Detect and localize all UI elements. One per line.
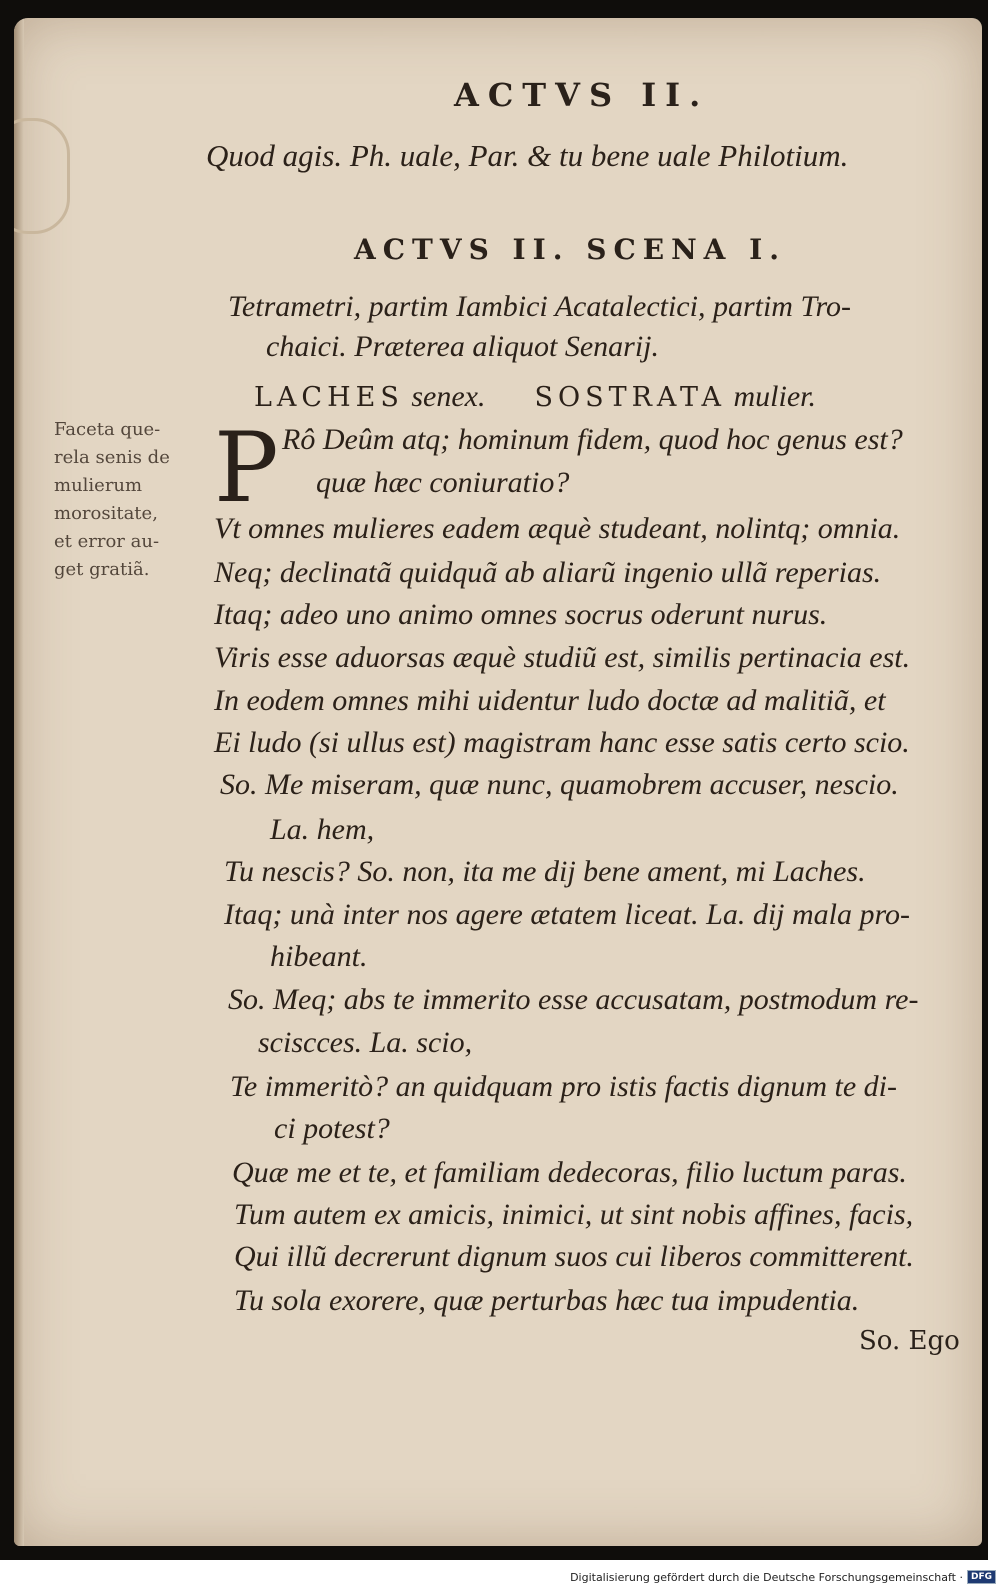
text-line-12: Itaq; unà inter nos agere ætatem liceat. La. dij mala pro- bbox=[224, 898, 911, 931]
text-line-8: Ei ludo (si ullus est) magistram hanc esse satis certo scio. bbox=[214, 726, 910, 759]
text-line-9: So. Me miseram, quæ nunc, quamobrem accuser, nescio. bbox=[220, 768, 899, 801]
margin-note bbox=[54, 416, 214, 584]
end-act-line: Quod agis. Ph. uale, Par. & tu bene uale Philotium. bbox=[206, 138, 849, 173]
margin-note-line: rela senis de bbox=[54, 447, 170, 468]
digitization-footer bbox=[570, 1567, 996, 1587]
speaker-laches: LACHES bbox=[254, 382, 404, 413]
text-line-5: Itaq; adeo uno animo omnes socrus oderunt nurus. bbox=[214, 598, 828, 631]
text-line-3: Vt omnes mulieres eadem æquè studeant, nolintq; omnia. bbox=[214, 512, 901, 545]
margin-note-line: mulierum bbox=[54, 475, 143, 496]
text-line-16: Te immeritò? an quidquam pro istis factis dignum te di- bbox=[230, 1070, 897, 1103]
meter-note-line-1: Tetrametri, partim Iambici Acatalectici, partim Tro- bbox=[228, 290, 852, 323]
drop-cap: P bbox=[214, 412, 279, 524]
catchword: So. Ego bbox=[859, 1326, 960, 1356]
speaker-sostrata-role: mulier. bbox=[733, 380, 816, 413]
margin-note-line: et error au- bbox=[54, 531, 160, 552]
speaker-laches-role: senex. bbox=[411, 380, 486, 413]
text-line-2: quæ hæc coniuratio? bbox=[316, 466, 570, 499]
text-line-18: Quæ me et te, et familiam dedecoras, filio luctum paras. bbox=[232, 1156, 907, 1189]
text-line-20: Qui illũ decrerunt dignum suos cui liberos committerent. bbox=[234, 1240, 914, 1273]
text-line-13: hibeant. bbox=[270, 940, 368, 973]
text-line-1: Rô Deûm atq; hominum fidem, quod hoc genus est? bbox=[282, 423, 903, 456]
scene-heading: ACTVS II. SCENA I. bbox=[354, 233, 786, 266]
text-line-14: So. Meq; abs te immerito esse accusatam, postmodum re- bbox=[228, 983, 919, 1016]
meter-note-line-2: chaici. Præterea aliquot Senarij. bbox=[266, 330, 660, 363]
margin-note-line: morositate, bbox=[54, 503, 158, 524]
speaker-sostrata: SOSTRATA bbox=[534, 382, 726, 413]
running-head: ACTVS II. bbox=[454, 76, 710, 114]
text-line-17: ci potest? bbox=[274, 1112, 390, 1145]
margin-note-line: get gratiã. bbox=[54, 559, 150, 580]
footer-text: Digitalisierung gefördert durch die Deutsche Forschungsgemeinschaft · bbox=[570, 1570, 963, 1584]
book-page bbox=[14, 18, 982, 1546]
text-line-4: Neq; declinatã quidquã ab aliarũ ingenio ullã reperias. bbox=[214, 556, 882, 589]
text-line-15: sciscces. La. scio, bbox=[258, 1026, 473, 1059]
text-line-11: Tu nescis? So. non, ita me dij bene ament, mi Laches. bbox=[224, 855, 866, 888]
text-line-10: La. hem, bbox=[270, 813, 375, 846]
text-line-7: In eodem omnes mihi uidentur ludo doctæ ad malitiã, et bbox=[214, 684, 886, 717]
text-line-6: Viris esse aduorsas æquè studiũ est, similis pertinacia est. bbox=[214, 641, 911, 674]
speakers-line bbox=[254, 380, 816, 414]
book-clasp bbox=[14, 118, 70, 234]
text-line-21: Tu sola exorere, quæ perturbas hæc tua impudentia. bbox=[234, 1284, 860, 1317]
margin-note-line: Faceta que- bbox=[54, 419, 161, 440]
text-line-19: Tum autem ex amicis, inimici, ut sint nobis affines, facis, bbox=[234, 1198, 914, 1231]
dfg-logo: DFG bbox=[967, 1570, 996, 1584]
page-edge bbox=[14, 18, 24, 1546]
